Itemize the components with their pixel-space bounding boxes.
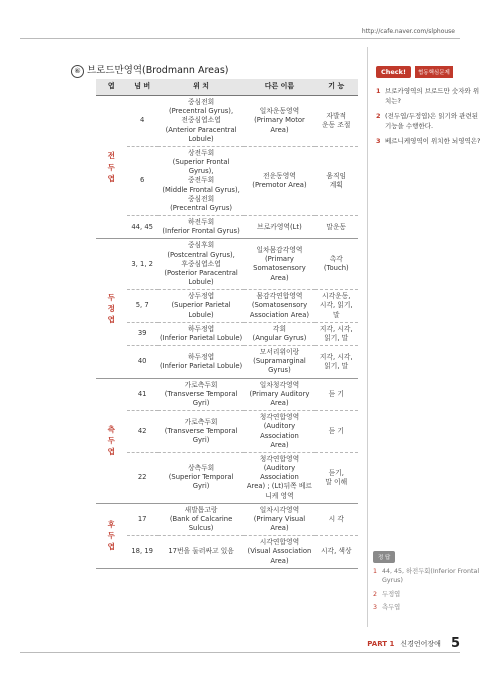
table-row xyxy=(96,452,358,503)
other-name-cell-line: 일차청각영역 xyxy=(259,380,300,389)
table-row xyxy=(96,216,358,239)
lobe-char: 엽 xyxy=(107,173,115,183)
lobe-cell xyxy=(96,239,127,378)
answer-panel xyxy=(373,544,483,613)
other-name-cell xyxy=(244,216,314,239)
other-name-cell-line: (Visual Association xyxy=(247,547,312,556)
table-row xyxy=(96,239,358,290)
number-cell: 39 xyxy=(127,322,158,345)
other-name-cell xyxy=(244,411,314,453)
location-cell-line: 후중심엽소엽 xyxy=(181,259,221,268)
sidebar-divider xyxy=(367,47,368,627)
question-text: 브로카영역의 브로드만 숫자와 위치는? xyxy=(385,87,480,106)
other-name-cell-line: Area) xyxy=(270,273,289,282)
location-cell-line: 중전두회 xyxy=(187,176,215,185)
location-cell-line: Gyri) xyxy=(192,436,210,445)
location-cell-line: (Superior Temporal Gyri) xyxy=(168,473,234,491)
table-row xyxy=(96,96,358,147)
location-cell-line: (Bank of Calcarine Sulcus) xyxy=(169,514,233,533)
other-name-cell-line: (Primary Auditory xyxy=(249,389,310,398)
function-cell xyxy=(315,239,358,290)
answer-text: 두정엽 xyxy=(382,590,401,598)
other-name-cell-line: 시각연합영역 xyxy=(259,538,300,547)
other-name-cell-line: Area) ; (Lt)뒤쪽 베르 xyxy=(246,482,312,491)
function-cell xyxy=(315,378,358,411)
question-number: 1 xyxy=(376,87,381,95)
lobe-char: 후 xyxy=(107,519,115,529)
number-cell: 40 xyxy=(127,346,158,379)
header-other-name: 다른 이름 xyxy=(244,79,314,96)
table-row xyxy=(96,346,358,379)
other-name-cell-line: (Primary Visual Area) xyxy=(253,514,306,533)
lobe-char: 정 xyxy=(107,303,115,313)
location-cell-line: 중심전회 xyxy=(187,194,215,203)
other-name-cell-line: 몸감각연합영역 xyxy=(256,292,303,301)
location-cell-line: 새발톱고랑 xyxy=(184,505,218,514)
function-cell-line: 말 이해 xyxy=(325,477,348,486)
location-cell xyxy=(158,146,245,215)
lobe-char: 측 xyxy=(107,424,115,434)
location-cell-line: (Precentral Gyrus), xyxy=(169,107,234,116)
check-question xyxy=(376,86,481,106)
question-number: 3 xyxy=(376,137,381,146)
other-name-cell-line: (Auditory Association xyxy=(260,464,299,482)
function-cell xyxy=(315,452,358,503)
other-name-cell-line: (Primary Motor Area) xyxy=(254,116,305,134)
location-cell-line: (Posterior Paracentral xyxy=(164,268,238,277)
function-cell-line: 지각, 시각, xyxy=(319,352,353,361)
function-cell xyxy=(315,536,358,569)
location-cell-line: 17번을 둘러싸고 있음 xyxy=(168,547,234,556)
location-cell xyxy=(158,322,245,345)
footer-chapter: 신경언어장애 xyxy=(400,639,441,648)
number-cell: 18, 19 xyxy=(127,536,158,569)
other-name-cell-line: (Auditory Association xyxy=(260,422,299,440)
number-cell: 42 xyxy=(127,411,158,453)
location-cell-line: (Superior Frontal Gyrus), xyxy=(172,158,230,176)
location-cell-line: (Transverse Temporal xyxy=(164,389,238,398)
location-cell xyxy=(158,452,245,503)
function-cell-line: 읽기, 말 xyxy=(324,361,349,370)
location-cell-line: (Inferior Frontal Gyrus) xyxy=(162,227,240,236)
lobe-char: 두 xyxy=(107,436,115,446)
location-cell-line: (Precentral Gyrus) xyxy=(170,203,233,212)
check-panel xyxy=(376,66,481,151)
other-name-cell xyxy=(244,536,314,569)
other-name-cell-line: Area) xyxy=(270,556,289,565)
other-name-cell xyxy=(244,290,314,323)
function-cell-line: 말 xyxy=(332,310,340,319)
number-cell: 22 xyxy=(127,452,158,503)
location-cell-line: (Inferior Parietal Lobule) xyxy=(159,333,243,342)
answer-number: 2 xyxy=(373,590,378,598)
function-cell xyxy=(315,411,358,453)
function-cell-line: 읽기, 말 xyxy=(324,333,349,342)
table-row xyxy=(96,322,358,345)
location-cell-line: (Postcentral Gyrus), xyxy=(167,250,235,259)
answer-number: 1 xyxy=(373,568,378,575)
other-name-cell-line: 일차운동영역 xyxy=(259,107,300,116)
lobe-char: 두 xyxy=(107,292,115,302)
function-cell-line: 시각, 읽기, xyxy=(319,301,353,310)
location-cell-line: 전중심엽소엽 xyxy=(181,116,221,125)
lobe-cell xyxy=(96,96,127,239)
header-location: 위 치 xyxy=(158,79,245,96)
location-cell-line: 중심후회 xyxy=(187,241,215,250)
other-name-cell-line: 브로카영역(Lt) xyxy=(257,222,302,231)
check-question-list xyxy=(376,86,481,146)
question-text: 베르니케영역이 위치한 뇌영역은? xyxy=(385,137,481,146)
function-cell xyxy=(315,322,358,345)
number-cell: 3, 1, 2 xyxy=(127,239,158,290)
other-name-cell-line: 청각연합영역 xyxy=(259,454,300,463)
header-number: 넘 버 xyxy=(127,79,158,96)
function-cell-line: 시각운동, xyxy=(322,292,351,301)
other-name-cell-line: Gyrus) xyxy=(268,366,291,375)
location-cell-line: (Anterior Paracentral xyxy=(165,125,237,134)
other-name-cell-line: Somatosensory xyxy=(253,264,306,273)
function-cell-line: 계획 xyxy=(329,180,343,189)
other-name-cell xyxy=(244,503,314,536)
brodmann-table xyxy=(96,79,358,569)
page-number: 5 xyxy=(450,636,460,651)
lobe-char: 엽 xyxy=(107,542,115,552)
answer-item xyxy=(373,603,483,612)
location-cell-line: 상측두회 xyxy=(187,464,215,473)
answer-item xyxy=(373,590,483,599)
section-title-text: 브로드만영역(Brodmann Areas) xyxy=(87,65,229,76)
location-cell-line: 상전두회 xyxy=(187,148,215,157)
lobe-char: 엽 xyxy=(107,447,115,457)
table-row xyxy=(96,503,358,536)
lobe-cell xyxy=(96,378,127,503)
location-cell-line: Lobule) xyxy=(188,278,214,287)
answer-text: 측두엽 xyxy=(382,604,401,612)
location-cell xyxy=(158,290,245,323)
lobe-char: 전 xyxy=(107,151,115,161)
footer-part: PART 1 xyxy=(367,639,395,648)
other-name-cell-line: 각회 xyxy=(272,324,287,333)
location-cell-line: 하두정엽 xyxy=(187,324,215,333)
answer-item xyxy=(373,567,483,586)
location-cell-line: (Transverse Temporal xyxy=(164,426,238,435)
table-body xyxy=(96,96,358,569)
other-name-cell-line: (Supramarginal xyxy=(253,357,306,366)
other-name-cell-line: 일차몸감각영역 xyxy=(256,245,303,254)
table-row xyxy=(96,146,358,215)
location-cell-line: 중심전회 xyxy=(187,98,215,106)
check-question xyxy=(376,111,481,131)
top-rule xyxy=(20,38,460,39)
function-cell-line: 촉각 xyxy=(329,255,343,264)
other-name-cell-line: 일차시각영역 xyxy=(259,505,300,514)
location-cell xyxy=(158,536,245,569)
number-cell: 6 xyxy=(127,146,158,215)
location-cell-line: (Middle Frontal Gyrus), xyxy=(162,185,240,194)
function-cell xyxy=(315,346,358,379)
other-name-cell xyxy=(244,239,314,290)
location-cell-line: Lobule) xyxy=(188,134,214,143)
other-name-cell-line: 청각연합영역 xyxy=(259,413,300,422)
function-cell-line: 듣기, xyxy=(328,468,344,477)
function-cell-line: 시각, 색상 xyxy=(320,547,352,556)
other-name-cell-line: 전운동영역 xyxy=(263,171,296,180)
location-cell-line: (Inferior Parietal Lobule) xyxy=(159,361,243,370)
other-name-cell-line: (Somatosensory xyxy=(251,301,308,310)
function-cell-line: 말운동 xyxy=(326,222,347,231)
lobe-char: 두 xyxy=(107,531,115,541)
section-number: ⑥ xyxy=(71,65,84,78)
function-cell-line: 운동 조절 xyxy=(322,120,351,129)
other-name-cell xyxy=(244,96,314,147)
lobe-char: 엽 xyxy=(107,315,115,325)
other-name-cell-line: Area) xyxy=(270,440,289,449)
function-cell xyxy=(315,503,358,536)
other-name-cell-line: 니케 영역 xyxy=(265,491,294,500)
question-number: 2 xyxy=(376,112,381,121)
other-name-cell-line: (Primary xyxy=(265,255,294,264)
number-cell: 44, 45 xyxy=(127,216,158,239)
location-cell-line: 상두정엽 xyxy=(187,292,215,301)
location-cell xyxy=(158,503,245,536)
number-cell: 5, 7 xyxy=(127,290,158,323)
answer-text: 44, 45, 하전두회(Inferior Frontal Gyrus) xyxy=(382,568,480,585)
answer-number: 3 xyxy=(373,604,378,612)
location-cell-line: Gyri) xyxy=(192,398,210,407)
location-cell xyxy=(158,96,245,147)
other-name-cell-line: 모서리위이랑 xyxy=(259,348,300,357)
location-cell xyxy=(158,216,245,239)
check-header xyxy=(376,66,481,78)
location-cell xyxy=(158,378,245,411)
function-cell xyxy=(315,216,358,239)
function-cell-line: 움직임 xyxy=(326,171,347,180)
section-title xyxy=(71,62,228,78)
function-cell-line: 자발적 xyxy=(326,111,347,120)
other-name-cell xyxy=(244,322,314,345)
other-name-cell xyxy=(244,146,314,215)
table-header-row xyxy=(96,79,358,96)
other-name-cell-line: Area) xyxy=(270,398,289,407)
function-cell-line: 지각, 시각, xyxy=(319,324,353,333)
function-cell xyxy=(315,96,358,147)
table-row xyxy=(96,378,358,411)
other-name-cell-line: (Premotor Area) xyxy=(252,180,307,189)
other-name-cell xyxy=(244,378,314,411)
header-function: 기 능 xyxy=(315,79,358,96)
lobe-char: 두 xyxy=(107,162,115,172)
other-name-cell-line: (Angular Gyrus) xyxy=(252,333,307,342)
other-name-cell xyxy=(244,452,314,503)
table-row xyxy=(96,411,358,453)
answer-badge: 정 답 xyxy=(373,551,395,563)
number-cell: 17 xyxy=(127,503,158,536)
function-cell-line: (Touch) xyxy=(323,264,349,273)
footer-rule xyxy=(20,652,460,653)
table-row xyxy=(96,536,358,569)
lobe-cell xyxy=(96,503,127,568)
location-cell-line: (Superior Parietal Lobule) xyxy=(171,301,231,319)
location-cell-line: 가로측두회 xyxy=(184,380,218,389)
number-cell: 4 xyxy=(127,96,158,147)
table-row xyxy=(96,290,358,323)
function-cell xyxy=(315,146,358,215)
function-cell-line: 시 각 xyxy=(328,514,344,523)
location-cell xyxy=(158,411,245,453)
other-name-cell-line: Association Area) xyxy=(249,310,310,319)
location-cell xyxy=(158,239,245,290)
url-text: http://cafe.naver.com/slphouse xyxy=(361,28,455,35)
page-footer xyxy=(330,636,460,651)
location-cell-line: 하두정엽 xyxy=(187,352,215,361)
check-badge: Check! xyxy=(376,66,411,78)
number-cell: 41 xyxy=(127,378,158,411)
other-name-cell xyxy=(244,346,314,379)
location-cell-line: 가로측두회 xyxy=(184,417,218,426)
location-cell-line: 하전두회 xyxy=(187,218,215,227)
function-cell xyxy=(315,290,358,323)
header-lobe: 엽 xyxy=(96,79,127,96)
question-text: (전두엽/두정엽)은 읽기와 관련된 기능을 수행한다. xyxy=(385,112,479,131)
function-cell-line: 듣 기 xyxy=(328,389,344,398)
function-cell-line: 듣 기 xyxy=(328,426,344,435)
location-cell xyxy=(158,346,245,379)
check-question xyxy=(376,136,481,146)
check-label: 협동핵심문제 xyxy=(415,66,453,78)
